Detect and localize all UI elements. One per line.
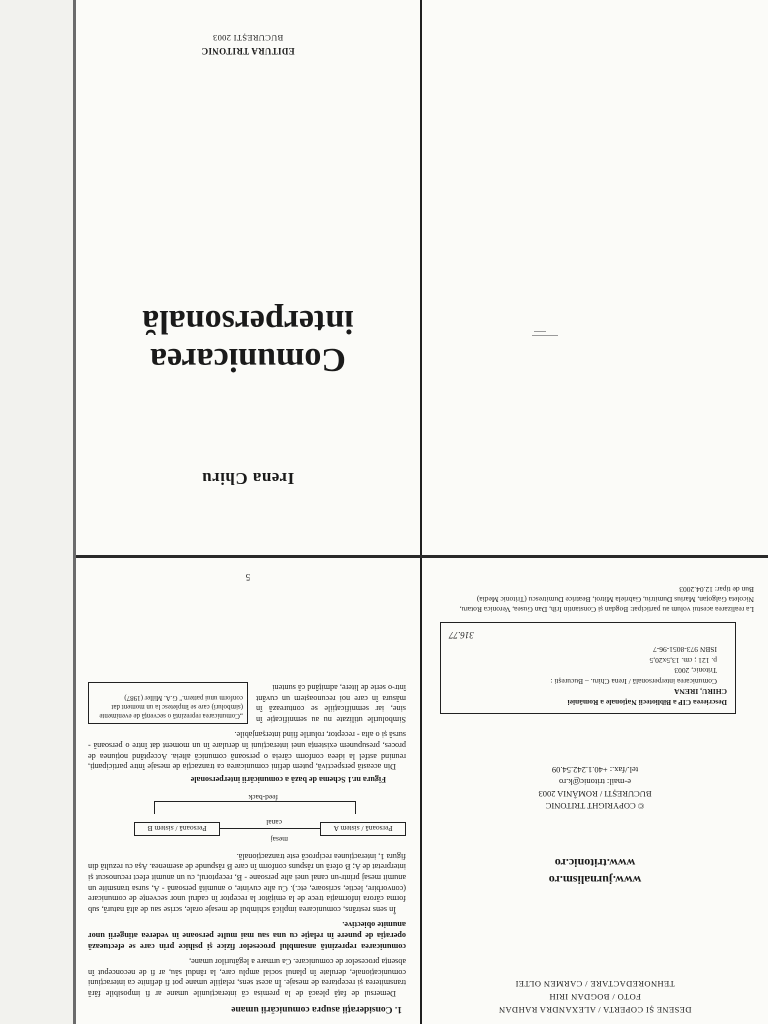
print-date: Bun de tipar: 12.04.2003: [679, 585, 754, 594]
contributors-text: La realizarea acestui volum au participat: Bogdan și Constantin Irih, Dan Gusea, Veronica Rotaru, Nicoleta Galgoțan, Marius Dumitriu, Gabriela Mitroi, Beatrice Dumitrescu (Tritonic Media): [459, 595, 754, 614]
staff-line: DESENE ȘI COPERTA / ALEXANDRA RAHDAN: [498, 1005, 692, 1015]
diagram-box-a: Persoană / sistem A: [320, 822, 406, 836]
title-page: [74, 0, 422, 556]
sidebar-quote-box: „Comunicarea reprezintă o secvență de evenimente (simboluri) care se împletesc la un moment dat conform unui pattern." G.A. Miller (1987): [88, 682, 248, 724]
page-number: 5: [245, 572, 251, 582]
blank-page: [422, 0, 768, 556]
book-title: [74, 302, 422, 378]
body-text-page: [74, 556, 422, 1024]
paragraph: Demersul de față pleacă de la premisa că interacțiunile umane ar fi imposibile fără transmiterea și receptarea de mesaje. În acest sens, relațiile umane pot fi definite ca interacțiuni comunicaționale, derulate în planul social amplu care, la rândul său, ar fi de neconceput în absența proceselor de comunicare. Ca urmare a legăturilor umane,: [88, 957, 406, 998]
staff-line: TEHNOREDACTARE / CARMEN OLTEI: [515, 979, 675, 989]
quote-row: [88, 682, 406, 724]
quote-paragraph: Simbolurile utilizate nu au semnificație în sine, iar semnificațiile se conturează în măsura în care noi recunoaștem un cuvânt într-o serie de litere, admițând că sunteni: [256, 683, 406, 724]
contributors-note: [434, 584, 754, 614]
websites: [422, 854, 768, 888]
cip-pages: p. 121 ; cm. 13,5x20,5: [649, 656, 717, 665]
cip-record-box: [440, 622, 736, 714]
copyright-line: tel./fax.: +40.1.242.54.09: [551, 765, 639, 775]
website-link-alt[interactable]: www.tritonic.ro: [554, 856, 636, 870]
cip-header: Descrierea CIP a Bibliotecii Naționale a României: [567, 698, 727, 707]
credits-page: [422, 556, 768, 1024]
vertical-fold-line: [420, 0, 422, 1024]
diagram-feedback-label: feed-back: [248, 793, 278, 803]
staff-credits: [422, 977, 768, 1016]
paragraph-definition: comunicarea reprezintă ansamblul proceselor fizice și psihice prin care se efectuează operația de punere în relație cu una sau mai multe persoane în vederea atingerii unor anumite obiective.: [88, 920, 406, 951]
cip-publisher: Tritonic, 2003: [674, 666, 717, 676]
diagram-box-b: Persoană / sistem B: [134, 822, 220, 836]
scan-speck: [532, 335, 558, 336]
horizontal-fold-line: [74, 555, 768, 558]
staff-line: FOTO / BOGDAN IRIH: [549, 992, 641, 1002]
section-title: 1. Considerații asupra comunicării umane: [231, 1004, 402, 1014]
copyright-block: [422, 764, 768, 812]
publisher-name: EDITURA TRITONIC: [201, 46, 295, 56]
publisher-place-year: BUCUREȘTI 2003: [212, 33, 284, 43]
book-title-line: Comunicarea: [150, 341, 346, 378]
communication-diagram: [88, 790, 406, 844]
figure-caption: Figura nr.1 Schema de bază a comunicării interpersonale: [190, 775, 386, 785]
paragraph: Din această perspectivă, putem defini comunicarea ca tranzacția de mesaje între participanți, reunind astfel la ideea conform căreia o persoană comunică alteia. Acceptând noțiunea de proces, presupunem existența unei interacțiuni în derulare în un moment dat între o persoană - sursă și o alta - receptor, rolurile fiind interșanjabile.: [88, 730, 406, 772]
copyright-line: BUCUREȘTI / ROMÂNIA 2003: [538, 789, 652, 799]
scan-speck: [534, 331, 546, 332]
copyright-line: e-mail: tritonic@k.ro: [558, 777, 632, 787]
scanner-margin: [0, 0, 74, 1024]
paragraph: În sens restrâns, comunicarea implică schimbul de mesaje orale, scrise sau de altă natură, sub forma cărora informația trece de la emițător la receptor în cadrul unor secvențe de comunicare (convorbire, lectie, scrisoare, etc.). Cu alte cuvinte, o anumită persoană - A, sursa transmite un anumit mesaj printr-un canal unei alte persoane - B, receptorul, cu un anumit efect recunoscut și interpretat de A; B oferă un răspuns conform în care B răspunde de asemenea. Așa cu rezultă din figura 1, interacțiunea reciprocă este tranzacțională.: [88, 851, 406, 914]
diagram-channel-label: canal: [266, 818, 282, 828]
cip-isbn: ISBN 973-8051-96-7: [653, 645, 717, 655]
page-edge-shadow: [73, 0, 76, 1024]
cip-classification: 316.77: [449, 630, 474, 640]
cip-author: CHIRU, IRENA: [674, 687, 727, 697]
book-author: Irena Chiru: [201, 469, 295, 488]
diagram-channel-line: [220, 828, 320, 829]
book-title-line: interpersonală: [142, 303, 354, 340]
diagram-message-label: mesaj: [270, 835, 288, 845]
cip-title: Comunicarea interpersonală / Irena Chiru. – București :: [550, 677, 717, 686]
website-link[interactable]: www.jurnalism.ro: [548, 873, 642, 887]
copyright-line: © COPYRIGHT TRITONIC: [545, 801, 645, 811]
diagram-feedback-loop: [154, 801, 356, 814]
